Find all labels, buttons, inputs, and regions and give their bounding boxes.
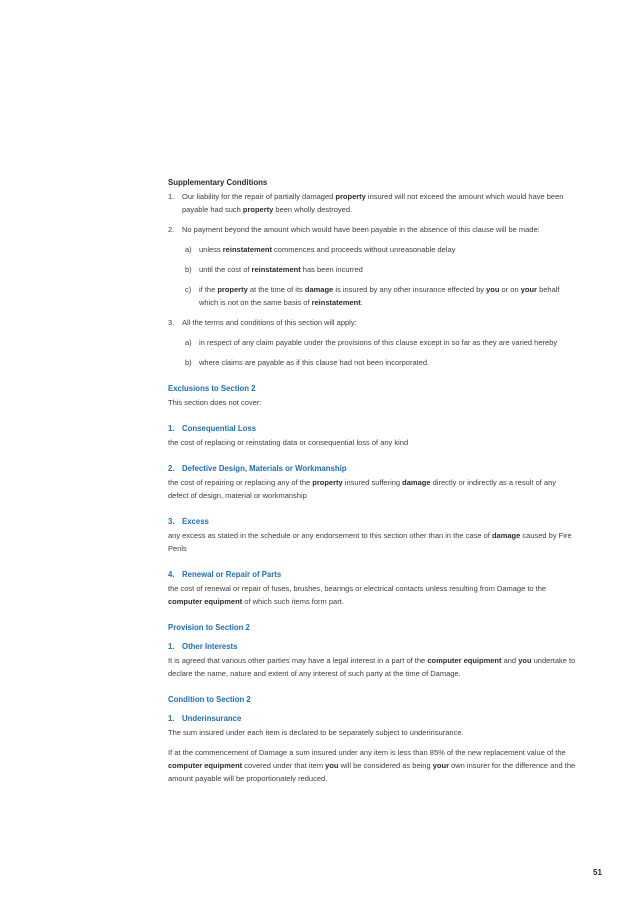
sub-heading-marker: 1. bbox=[168, 714, 175, 723]
paragraph: the cost of repairing or replacing any of the property insured suffering damage directly or indirectly as a result of any defect of design, material or workmanship bbox=[168, 478, 556, 500]
paragraph: It is agreed that various other parties may have a legal interest in a part of the computer equipment and you undertake to declare the name, nature and extent of any interest of such party at the time of Damage. bbox=[168, 656, 576, 678]
list-text: until the cost of reinstatement has been incurred bbox=[199, 265, 363, 274]
sub-heading-text: Excess bbox=[182, 517, 209, 526]
paragraph: the cost of replacing or reinstating data or consequential loss of any kind bbox=[168, 438, 409, 447]
paragraph: The sum insured under each item is declared to be separately subject to underinsurance. bbox=[168, 728, 464, 737]
list-marker: b) bbox=[185, 265, 192, 274]
sub-heading-text: Consequential Loss bbox=[182, 424, 257, 433]
list-item bbox=[168, 223, 576, 236]
section-heading-condition: Condition to Section 2 bbox=[168, 695, 251, 704]
list-marker: 3. bbox=[168, 318, 175, 327]
list-marker: a) bbox=[185, 245, 192, 254]
list-item bbox=[168, 316, 576, 329]
sub-heading-text: Underinsurance bbox=[182, 714, 242, 723]
sub-heading-text: Renewal or Repair of Parts bbox=[182, 570, 282, 579]
list-text: in respect of any claim payable under the provisions of this clause except in so far as they are varied hereby bbox=[199, 338, 558, 347]
sub-heading-text: Defective Design, Materials or Workmanship bbox=[182, 464, 347, 473]
section-heading-provision: Provision to Section 2 bbox=[168, 623, 250, 632]
list-text: where claims are payable as if this clause had not been incorporated. bbox=[199, 358, 430, 367]
list-item bbox=[185, 283, 576, 309]
sub-heading-marker: 3. bbox=[168, 517, 175, 526]
sub-heading-defective-design bbox=[168, 462, 576, 475]
list-item bbox=[185, 336, 576, 349]
sub-heading-consequential-loss bbox=[168, 422, 576, 435]
list-marker: a) bbox=[185, 338, 192, 347]
list-text: if the property at the time of its damage is insured by any other insurance effected by you or on your behalf which is not on the same basis of reinstatement. bbox=[199, 285, 560, 307]
list-text: Our liability for the repair of partially damaged property insured will not exceed the amount which would have been payable had such property been wholly destroyed. bbox=[182, 192, 564, 214]
paragraph: This section does not cover: bbox=[168, 398, 262, 407]
sub-heading-marker: 1. bbox=[168, 642, 175, 651]
list-text: All the terms and conditions of this section will apply: bbox=[182, 318, 357, 327]
sub-heading-renewal-repair bbox=[168, 568, 576, 581]
list-text: unless reinstatement commences and proceeds without unreasonable delay bbox=[199, 245, 456, 254]
list-item bbox=[185, 263, 576, 276]
sub-heading-marker: 1. bbox=[168, 424, 175, 433]
sub-heading-marker: 4. bbox=[168, 570, 175, 579]
sub-heading-text: Other Interests bbox=[182, 642, 238, 651]
document-heading: Supplementary Conditions bbox=[168, 178, 268, 187]
document-content bbox=[168, 176, 576, 785]
sub-heading-excess bbox=[168, 515, 576, 528]
paragraph: any excess as stated in the schedule or any endorsement to this section other than in the case of damage caused by Fire Perils bbox=[168, 531, 572, 553]
sub-heading-other-interests bbox=[168, 640, 576, 653]
sub-heading-marker: 2. bbox=[168, 464, 175, 473]
list-marker: c) bbox=[185, 285, 192, 294]
list-item bbox=[185, 243, 576, 256]
list-marker: 2. bbox=[168, 225, 175, 234]
sub-heading-underinsurance bbox=[168, 712, 576, 725]
list-item bbox=[168, 190, 576, 216]
list-text: No payment beyond the amount which would have been payable in the absence of this clause will be made: bbox=[182, 225, 540, 234]
list-marker: b) bbox=[185, 358, 192, 367]
list-marker: 1. bbox=[168, 192, 175, 201]
paragraph: If at the commencement of Damage a sum insured under any item is less than 85% of the new replacement value of the computer equipment covered under that item you will be considered as being your own insurer for the difference and the amount payable will be proportionately reduced. bbox=[168, 748, 576, 783]
section-heading-exclusions: Exclusions to Section 2 bbox=[168, 384, 256, 393]
paragraph: the cost of renewal or repair of fuses, brushes, bearings or electrical contacts unless resulting from Damage to the computer equipment of which such items form part. bbox=[168, 584, 547, 606]
page-number: 51 bbox=[593, 868, 602, 877]
list-item bbox=[185, 356, 576, 369]
